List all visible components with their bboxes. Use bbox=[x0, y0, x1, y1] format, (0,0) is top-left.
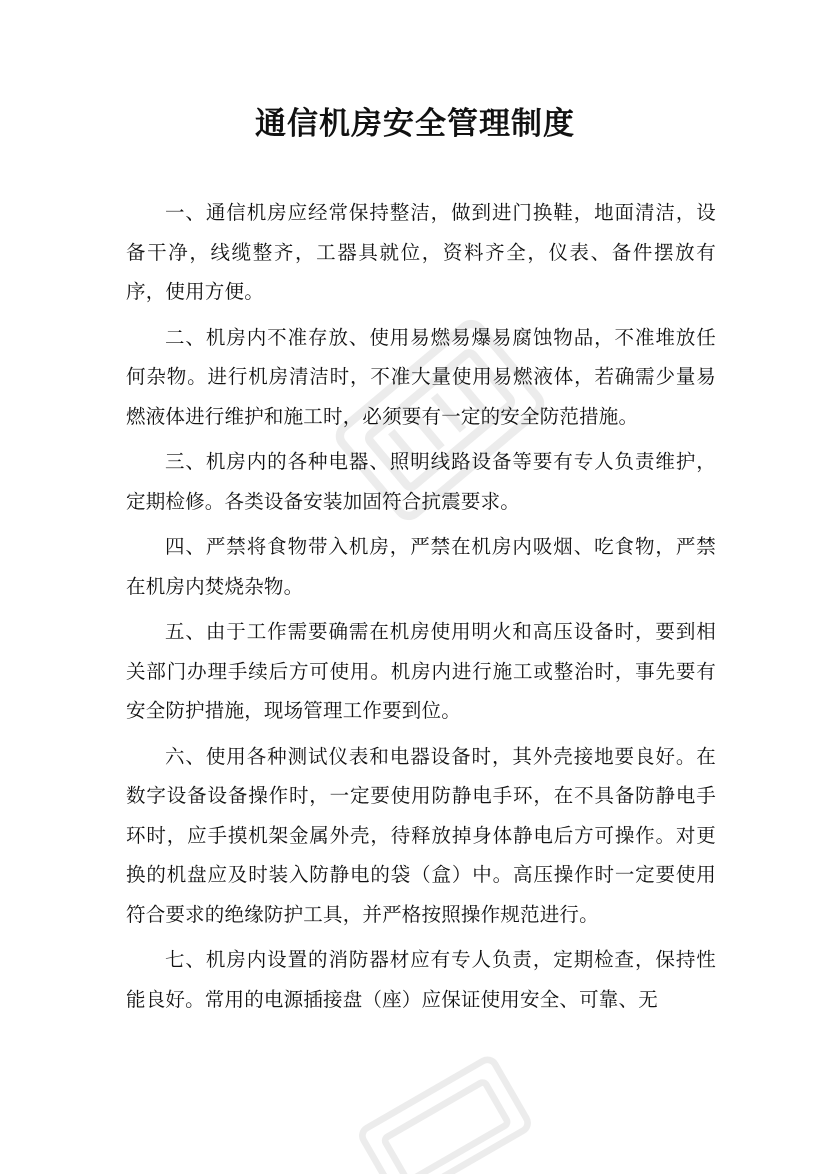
paragraph-3: 三、机房内的各种电器、照明线路设备等要有专人负责维护，定期检修。各类设备安装加固符合抗震要求。 bbox=[126, 450, 716, 513]
paragraph-5: 五、由于工作需要确需在机房使用明火和高压设备时，要到相关部门办理手续后方可使用。机房内进行施工或整治时，事先要有安全防护措施，现场管理工作要到位。 bbox=[126, 620, 716, 722]
paragraph-4: 四、严禁将食物带入机房，严禁在机房内吸烟、吃食物，严禁在机房内焚烧杂物。 bbox=[126, 535, 716, 598]
paragraph-2: 二、机房内不准存放、使用易燃易爆易腐蚀物品，不准堆放任何杂物。进行机房清洁时，不准大量使用易燃液体，若确需少量易燃液体进行维护和施工时，必须要有一定的安全防范措施。 bbox=[126, 325, 716, 428]
document-body bbox=[126, 193, 716, 1025]
paragraph-6: 六、使用各种测试仪表和电器设备时，其外壳接地要良好。在数字设备设备操作时，一定要使用防静电手环，在不具备防静电手环时，应手摸机架金属外壳，待释放掉身体静电后方可操作。对更换的机盘应及时装入防静电的袋（盒）中。高压操作时一定要使用符合要求的绝缘防护工具，并严格按照操作规范进行。 bbox=[126, 744, 716, 926]
document-title: 通信机房安全管理制度 bbox=[255, 106, 575, 142]
paragraph-7: 七、机房内设置的消防器材应有专人负责，定期检查，保持性能良好。常用的电源插接盘（座）应保证使用安全、可靠、无 bbox=[126, 948, 716, 1011]
paragraph-1: 一、通信机房应经常保持整洁，做到进门换鞋，地面清洁，设备干净，线缆整齐，工器具就位，资料齐全，仪表、备件摆放有序，使用方便。 bbox=[126, 201, 716, 303]
watermark-logo-icon bbox=[330, 1040, 560, 1174]
